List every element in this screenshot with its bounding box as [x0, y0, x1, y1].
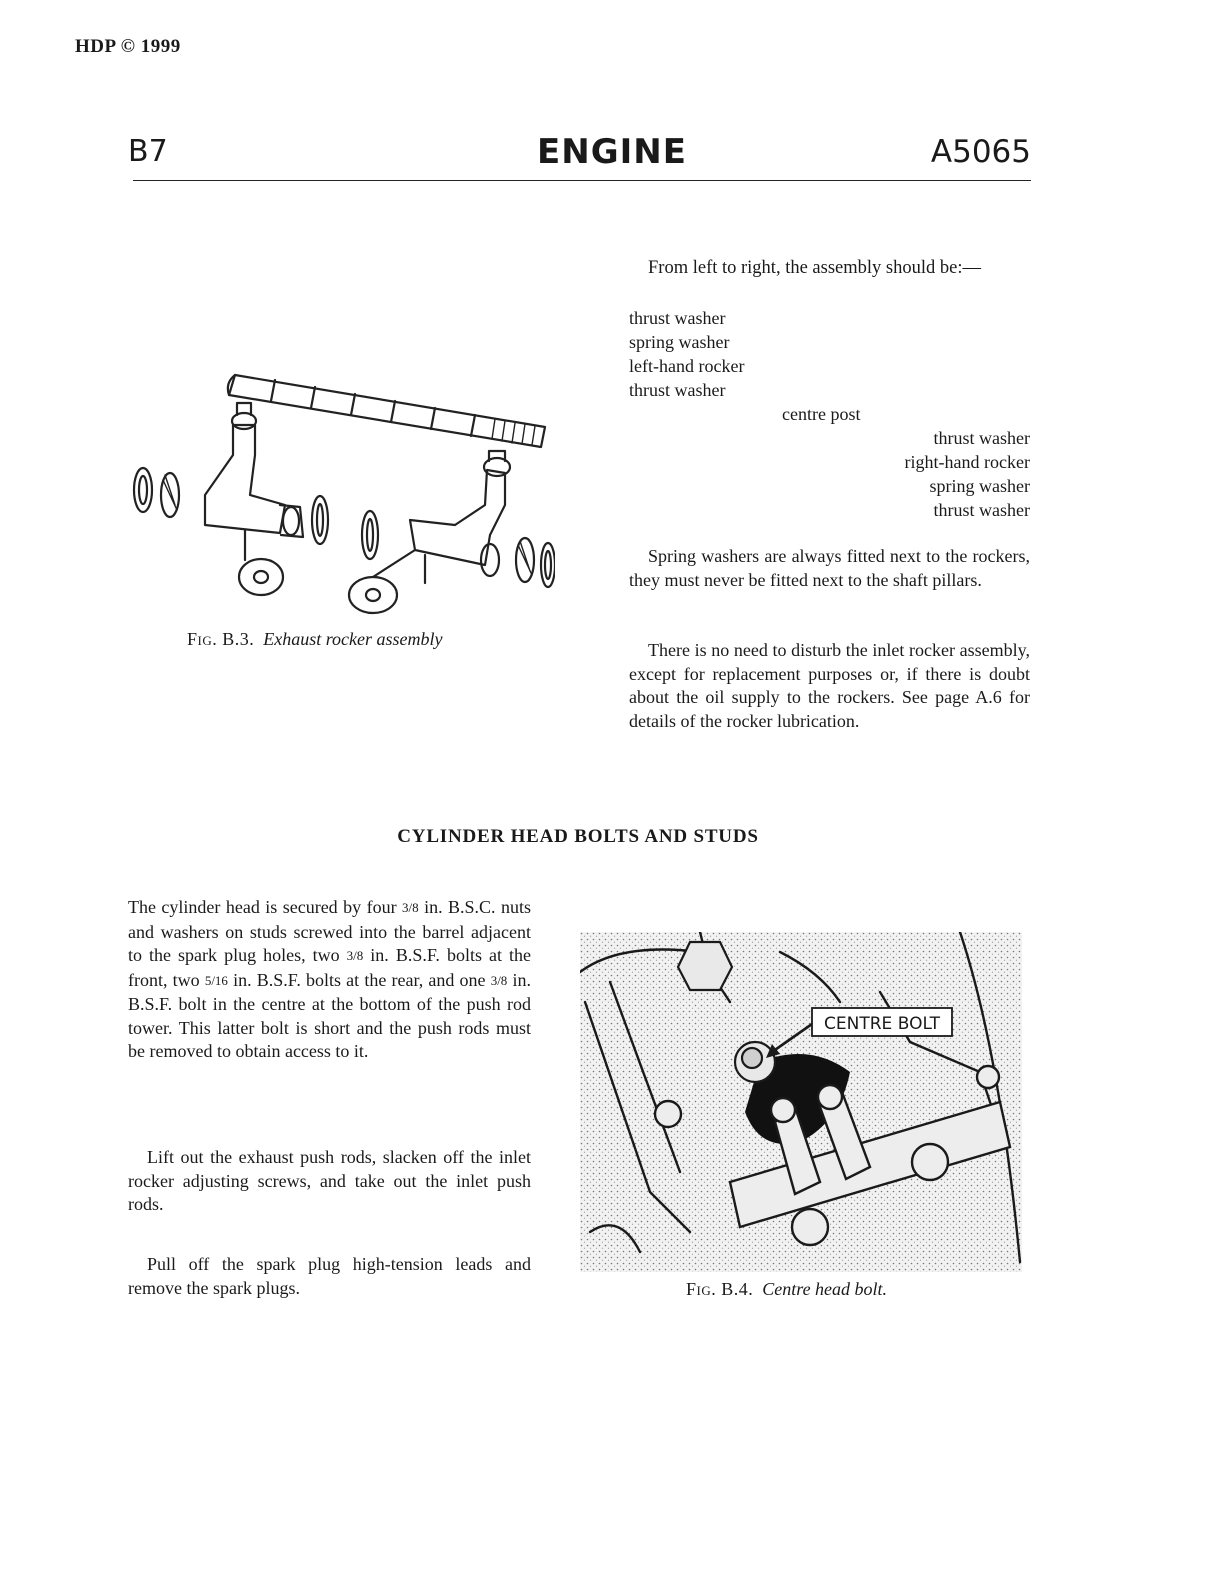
list-item: thrust washer: [933, 428, 1030, 448]
figure-b3-caption-text: Exhaust rocker assembly: [263, 629, 443, 649]
figure-b4-caption-text: Centre head bolt.: [762, 1279, 888, 1299]
list-item: thrust washer: [933, 500, 1030, 520]
text-run: The cylinder head is secured by four: [128, 897, 403, 917]
page-title: ENGINE: [537, 132, 687, 172]
fraction: 5/16: [204, 972, 228, 988]
centre-head-bolt-photo: [580, 932, 1022, 1272]
section-heading: CYLINDER HEAD BOLTS AND STUDS: [397, 826, 759, 847]
push-rod-paragraph: Lift out the exhaust push rods, slacken off the inlet rocker adjusting screws, and take out the inlet push rods.: [128, 1147, 531, 1214]
list-item: spring washer: [629, 332, 730, 352]
document-code: A5065: [930, 134, 1031, 170]
text-run: in. B.S.F. bolts at the rear, and one: [227, 969, 491, 990]
fraction: 3/8: [346, 948, 364, 963]
list-item: right-hand rocker: [904, 452, 1030, 472]
text-run: in. B.S.C. nuts and washers on studs screwed into the barrel adjacent to the spark plug holes, two: [128, 897, 532, 965]
centre-bolt-label: [812, 1008, 952, 1036]
exhaust-rocker-assembly-illustration: [125, 355, 555, 625]
centre-bolt-label-text: CENTRE BOLT: [824, 1014, 940, 1034]
fraction: 3/8: [402, 900, 419, 915]
fraction: 3/8: [490, 972, 508, 988]
list-item: spring washer: [929, 476, 1030, 496]
assembly-intro: From left to right, the assembly should be:—: [648, 258, 981, 278]
text-run: in. B.S.F. bolt in the centre at the bottom of the push rod tower. This latter bolt is short and the push rods must be removed to obtain access to it.: [128, 969, 531, 1061]
header-rule: [133, 180, 1031, 181]
figure-b3-caption: [187, 629, 443, 650]
figure-b4-caption: [686, 1279, 887, 1300]
figure-b3-label: Fig. B.3.: [187, 629, 255, 649]
copyright-notice: HDP © 1999: [75, 36, 181, 57]
list-item: thrust washer: [629, 380, 726, 400]
text-run: in. B.S.F. bolts at the front, two: [128, 945, 531, 990]
spark-plug-paragraph: Pull off the spark plug high-tension leads and remove the spark plugs.: [128, 1254, 531, 1298]
list-item-centre: centre post: [782, 404, 861, 424]
cylinder-head-paragraph: [128, 896, 531, 1064]
spring-washer-paragraph: Spring washers are always fitted next to the rockers, they must never be fitted next to the shaft pillars.: [629, 546, 1030, 590]
page-number: B7: [128, 134, 168, 169]
figure-b4-label: Fig. B.4.: [686, 1279, 754, 1299]
list-item: left-hand rocker: [629, 356, 745, 376]
list-item: thrust washer: [629, 308, 726, 328]
inlet-rocker-paragraph: There is no need to disturb the inlet rocker assembly, except for replacement purposes or, if there is doubt about the oil supply to the rockers. See page A.6 for details of the rocker lubrication.: [629, 640, 1030, 731]
